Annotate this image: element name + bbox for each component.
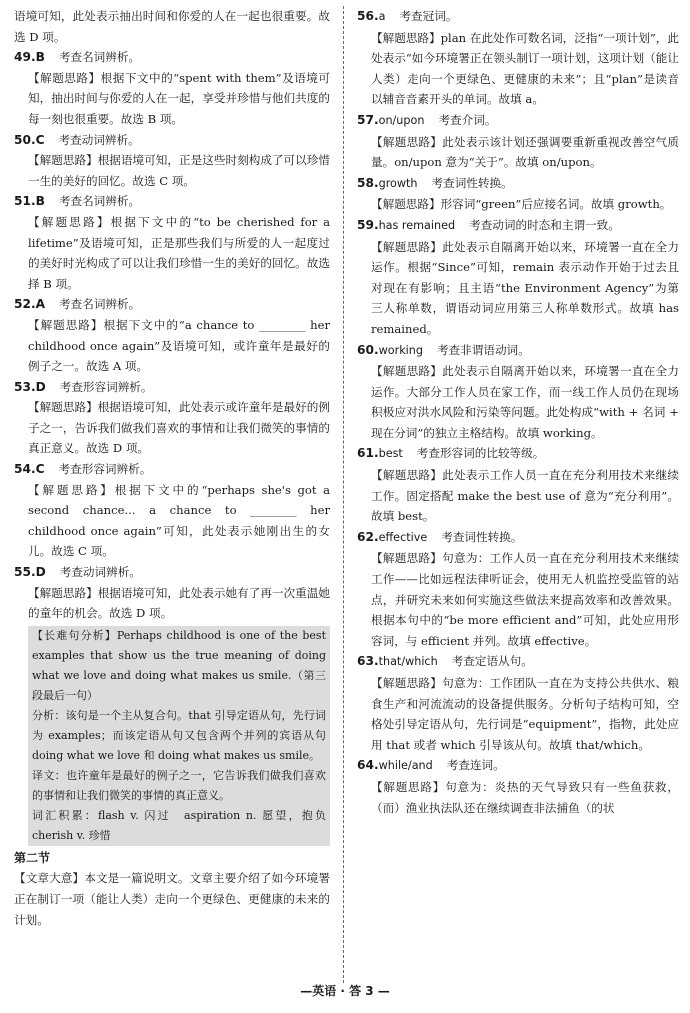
long-sentence-box <box>28 626 337 846</box>
answer-item-62 <box>357 527 679 652</box>
answer-number: 62. <box>357 529 379 544</box>
answer-topic: 考查定语从句。 <box>451 654 533 669</box>
answer-number: 58. <box>357 175 379 190</box>
answer-analysis: 【解题思路】plan 在此处作可数名词，泛指“一项计划”，此处表示“如今环境署正在领头制订一项计划，这项计划（能让人类）走向一个更绿色、更健康的未来”；且“plan”是读音以辅音音素开头的单词。故填 a。 <box>371 30 679 107</box>
answer-item-58 <box>357 173 679 215</box>
answer-item-51 <box>14 191 330 294</box>
answer-topic: 考查名词辨析。 <box>58 194 141 209</box>
answer-topic: 考查连词。 <box>446 758 505 773</box>
answer-number: 64. <box>357 758 379 773</box>
section-heading: 第二节 <box>14 850 51 865</box>
answer-topic: 考查形容词辨析。 <box>59 379 153 394</box>
sentence-translation: 译文：也许童年是最好的例子之一，它告诉我们做我们喜欢的事情和让我们微笑的事情的真正意义。 <box>32 768 326 802</box>
answer-word: best <box>378 447 403 461</box>
answer-analysis: 【解题思路】句意为：工作团队一直在为支持公共供水、粮食生产和河流流动的设备提供服务。分析句子结构可知，空格处引导定语从句，先行词是“equipment”，指物，此处应用 that 或者 which 引导该从句。故填 that/which。 <box>371 676 679 752</box>
answer-topic: 考查形容词辨析。 <box>58 462 152 477</box>
answer-item-54 <box>14 459 330 562</box>
answer-number: 53.D <box>14 379 46 394</box>
answer-number: 49.B <box>14 50 45 65</box>
answer-analysis: 【解题思路】根据语境可知，此处表示或许童年是最好的例子之一，告诉我们做我们喜欢的事情和让我们微笑的事情的真正意义。故选 D 项。 <box>28 400 330 456</box>
answer-word: growth <box>378 176 418 190</box>
answer-topic: 考查非谓语动词。 <box>436 342 530 357</box>
long-sentence-text: 【长难句分析】Perhaps childhood is one of the best examples that show us the true meaning of doing what we love and doing what makes us smile.（第三段最后一句） <box>32 628 326 702</box>
answer-topic: 考查动词辨析。 <box>59 565 141 580</box>
vocabulary-list: 词汇积累：flash v. 闪过 aspiration n. 愿望，抱负 cherish v. 珍惜 <box>32 808 337 842</box>
page-footer: —英语 · 答 3 — <box>300 984 390 998</box>
answer-analysis: 【解题思路】根据下文中的“a chance to ________ her childhood once again”及语境可知，或许童年是最好的例子之一。故选 A 项。 <box>28 317 330 374</box>
answer-number: 52.A <box>14 297 46 312</box>
answer-topic: 考查词性转换。 <box>431 175 513 190</box>
answer-number: 55.D <box>14 565 46 580</box>
answer-analysis: 【解题思路】此处表示工作人员一直在充分利用技术来继续工作。固定搭配 make the best use of 意为“充分利用”。故填 best。 <box>371 468 679 524</box>
answer-word: that/which <box>378 655 438 669</box>
answer-topic: 考查冠词。 <box>399 9 458 23</box>
answer-topic: 考查名词辨析。 <box>59 297 141 312</box>
answer-item-52 <box>14 294 330 376</box>
answer-number: 50.C <box>14 132 45 147</box>
answer-item-61 <box>357 443 679 526</box>
answer-analysis: 【解题思路】根据下文中的“spent with them”及语境可知，抽出时间与你爱的人在一起，享受并珍惜与他们共度的每一刻也很重要。故选 B 项。 <box>28 70 330 126</box>
answer-item-64 <box>357 755 679 818</box>
sentence-analysis: 分析：该句是一个主从复合句。that 引导定语从句，先行词为 examples；而该定语从句又包含两个并列的宾语从句 doing what we love 和 doing what makes us smile。 <box>32 708 326 762</box>
answer-topic: 考查形容词的比较等级。 <box>416 446 545 461</box>
answer-number: 51.B <box>14 194 45 209</box>
answer-item-59 <box>357 215 679 340</box>
right-column <box>357 6 679 818</box>
answer-analysis: 【解题思路】根据语境可知，正是这些时刻构成了可以珍惜一生的美好的回忆。故选 C 项。 <box>28 153 330 188</box>
intro-text: 语境可知，此处表示抽出时间和你爱的人在一起也很重要。故选 D 项。 <box>14 9 330 44</box>
answer-topic: 考查介词。 <box>438 112 497 127</box>
answer-item-49 <box>14 47 330 129</box>
answer-item-55 <box>14 562 330 624</box>
answer-word: while/and <box>378 759 433 773</box>
article-summary: 【文章大意】本文是一篇说明文。文章主要介绍了如今环境署正在制订一项（能让人类）走向一个更绿色、更健康的未来的计划。 <box>14 871 330 927</box>
answer-item-60 <box>357 340 679 444</box>
answer-item-63 <box>357 651 679 755</box>
answer-word: on/upon <box>378 113 425 127</box>
answer-analysis: 【解题思路】根据语境可知，此处表示她有了再一次重温她的童年的机会。故选 D 项。 <box>28 585 330 621</box>
answer-item-53 <box>14 377 330 459</box>
answer-word: working <box>378 343 423 357</box>
answer-number: 57. <box>357 112 379 127</box>
answer-word: has remained <box>378 218 456 232</box>
answer-analysis: 【解题思路】此处表示自隔离开始以来，环境署一直在全力运作。大部分工作人员在家工作，而一线工作人员仍在现场积极应对洪水风险和污染等问题。此处构成“with + 名词 + 现在分词”的独立主格结构。故填 working。 <box>371 364 679 440</box>
answer-analysis: 【解题思路】此处表示该计划还强调要重新重视改善空气质量。on/upon 意为“关于”。故填 on/upon。 <box>371 134 679 170</box>
answer-analysis: 【解题思路】根据下文中的“perhaps she's got a second chance... a chance to ________ her childhood once again”可知，此处表示她刚出生的女儿。故选 C 项。 <box>28 482 330 559</box>
answer-topic: 考查动词辨析。 <box>58 132 140 147</box>
answer-analysis: 【解题思路】句意为：工作人员一直在充分利用技术来继续工作——比如远程法律听证会，使用无人机监控受监管的站点，并研究未来如何实施这些做法来提高效率和改善效果。根据本句中的“be more efficient and”可知，此处应用形容词，与 efficient 并列。故填 effective。 <box>371 551 679 648</box>
column-divider <box>343 6 344 983</box>
answer-analysis: 【解题思路】根据下文中的“to be cherished for a lifetime”及语境可知，正是那些我们与所爱的人一起度过的美好时光构成了可以让我们珍惜一生的美好的回忆。故选择 B 项。 <box>28 214 330 291</box>
answer-analysis: 【解题思路】此处表示自隔离开始以来，环境署一直在全力运作。根据“Since”可知，remain 表示动作开始于过去且对现在有影响；且主语“the Environment Agency”为第三人称单数，谓语动词应用第三人称单数形式。故填 has remained。 <box>371 239 679 336</box>
answer-number: 61. <box>357 446 379 461</box>
answer-item-56 <box>357 6 679 110</box>
answer-number: 60. <box>357 342 379 357</box>
answer-number: 59. <box>357 217 379 232</box>
left-column <box>14 6 337 930</box>
answer-word: a <box>378 10 386 23</box>
answer-analysis: 【解题思路】句意为：炎热的天气导致只有一些鱼获救，（而）渔业执法队还在继续调查非法捕鱼（的状 <box>371 779 679 815</box>
answer-number: 56. <box>357 9 379 23</box>
answer-analysis: 【解题思路】形容词“green”后应接名词。故填 growth。 <box>371 197 672 212</box>
answer-number: 54.C <box>14 462 45 477</box>
answer-number: 63. <box>357 654 379 669</box>
answer-word: effective <box>378 530 428 544</box>
answer-item-57 <box>357 110 679 173</box>
answer-topic: 考查词性转换。 <box>441 529 523 544</box>
answer-topic: 考查动词的时态和主谓一致。 <box>469 217 620 232</box>
answer-item-50 <box>14 130 330 192</box>
answer-topic: 考查名词辨析。 <box>58 50 141 65</box>
